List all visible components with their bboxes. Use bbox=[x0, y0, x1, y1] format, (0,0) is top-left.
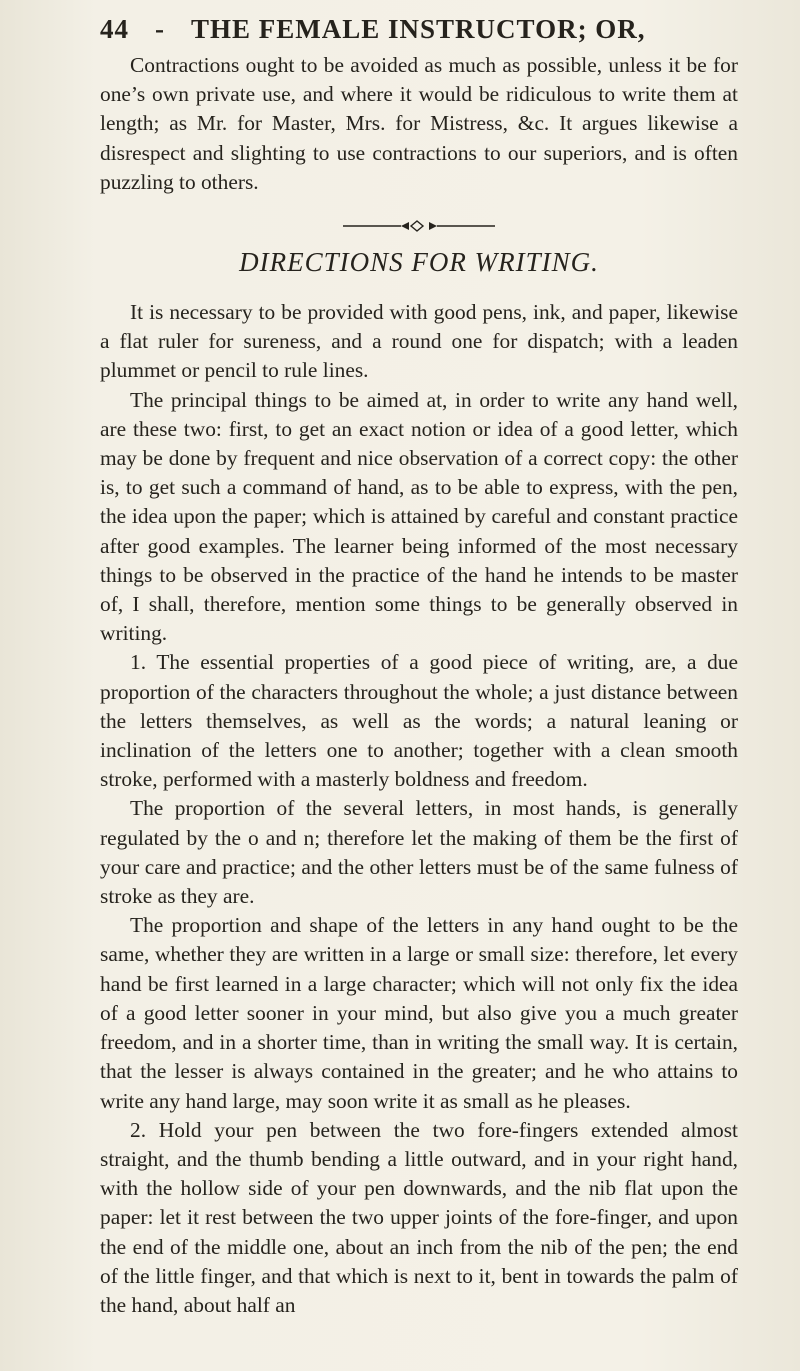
paragraph-essential-properties: 1. The essential properties of a good piece of writing, are, a due proportion of the characters throughout the whole; a just distance between the letters themselves, as well as the words; a natural leaning or inclination of the letters one to another; together with a clean smooth stroke, performed with a masterly boldness and freedom. bbox=[100, 650, 738, 792]
page-number: 44 bbox=[100, 14, 129, 44]
paragraph-proportion-shape: The proportion and shape of the letters in any hand ought to be the same, whether they are written in a large or small size: therefore, let every hand be first learned in a large character; which will not only fix the idea of a good letter sooner in your mind, but also give you a much greater freedom, and in a shorter time, than in writing the small way. It is certain, that the lesser is always contained in the greater; and he who attains to write any hand large, may soon write it as small as he pleases. bbox=[100, 913, 738, 1113]
paragraph-proportion-letters: The proportion of the several letters, in most hands, is generally regulated by the o and n; therefore let the making of them be the first of your care and practice; and the other letters must be of the same fulness of stroke as they are. bbox=[100, 796, 738, 909]
paragraph-hold-pen: 2. Hold your pen between the two fore-fingers extended almost straight, and the thumb bending a little outward, and in your right hand, with the hollow side of your pen downwards, and the nib flat upon the paper: let it rest between the two upper joints of the fore-finger, and upon the end of the middle one, about an inch from the nib of the pen; the end of the little finger, and that which is next to it, bent in towards the palm of the hand, about half an bbox=[100, 1117, 738, 1317]
page-header bbox=[100, 14, 738, 45]
paragraph-contractions: Contractions ought to be avoided as much as possible, unless it be for one’s own private use, and where it would be ridiculous to write them at length; as Mr. for Master, Mrs. for Mistress, &c. It argues likewise a disrespect and slighting to use contractions to our superiors, and is often puzzling to others. bbox=[100, 53, 738, 194]
header-separator: - bbox=[155, 14, 165, 44]
paragraph-materials: It is necessary to be provided with good pens, ink, and paper, likewise a flat ruler for sureness, and a round one for dispatch; with a leaden plummet or pencil to rule lines. bbox=[100, 300, 738, 383]
ornamental-rule-icon bbox=[100, 219, 738, 233]
section-title: DIRECTIONS FOR WRITING. bbox=[239, 247, 599, 278]
paragraph-principal-things: The principal things to be aimed at, in order to write any hand well, are these two: first, to get an exact notion or idea of a good letter, which may be done by frequent and nice observation of a correct copy: the other is, to get such a command of hand, as to be able to express, with the pen, the idea upon the paper; which is attained by careful and constant practice after good examples. The learner being informed of the most necessary things to be observed in the practice of the hand he intends to be master of, I shall, therefore, mention some things to be generally observed in writing. bbox=[100, 387, 738, 646]
running-title: THE FEMALE INSTRUCTOR; OR, bbox=[191, 14, 646, 44]
